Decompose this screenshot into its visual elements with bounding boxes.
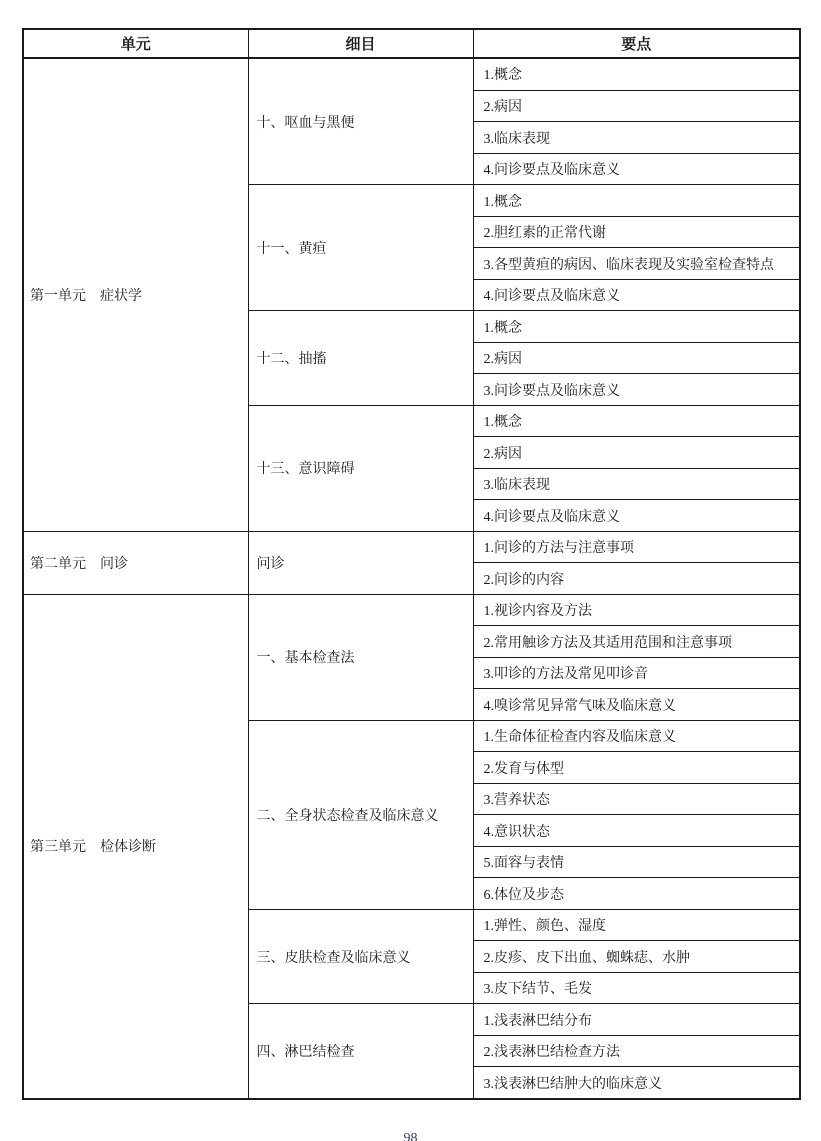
point-cell: 1.概念 xyxy=(473,311,800,343)
point-cell: 2.病因 xyxy=(473,342,800,374)
point-cell: 4.问诊要点及临床意义 xyxy=(473,153,800,185)
point-cell: 1.浅表淋巴结分布 xyxy=(473,1004,800,1036)
point-cell: 4.问诊要点及临床意义 xyxy=(473,279,800,311)
item-cell: 十一、黄疸 xyxy=(248,185,473,311)
item-cell: 十二、抽搐 xyxy=(248,311,473,406)
point-cell: 2.病因 xyxy=(473,437,800,469)
point-cell: 4.问诊要点及临床意义 xyxy=(473,500,800,532)
table-header-row xyxy=(23,29,800,58)
unit-cell: 第一单元 症状学 xyxy=(23,58,248,531)
unit-cell: 第三单元 检体诊断 xyxy=(23,594,248,1099)
point-cell: 1.概念 xyxy=(473,185,800,217)
point-cell: 4.意识状态 xyxy=(473,815,800,847)
table-row xyxy=(23,594,800,626)
point-cell: 6.体位及步态 xyxy=(473,878,800,910)
table-row xyxy=(23,531,800,563)
point-cell: 3.临床表现 xyxy=(473,122,800,154)
item-cell: 二、全身状态检查及临床意义 xyxy=(248,720,473,909)
column-header-unit: 单元 xyxy=(23,29,248,58)
point-cell: 1.概念 xyxy=(473,58,800,90)
point-cell: 3.各型黄疸的病因、临床表现及实验室检查特点 xyxy=(473,248,800,280)
point-cell: 3.浅表淋巴结肿大的临床意义 xyxy=(473,1067,800,1099)
point-cell: 2.浅表淋巴结检查方法 xyxy=(473,1035,800,1067)
item-cell: 十三、意识障碍 xyxy=(248,405,473,531)
point-cell: 2.胆红素的正常代谢 xyxy=(473,216,800,248)
point-cell: 3.叩诊的方法及常见叩诊音 xyxy=(473,657,800,689)
point-cell: 1.问诊的方法与注意事项 xyxy=(473,531,800,563)
item-cell: 一、基本检查法 xyxy=(248,594,473,720)
point-cell: 4.嗅诊常见异常气味及临床意义 xyxy=(473,689,800,721)
point-cell: 2.发育与体型 xyxy=(473,752,800,784)
point-cell: 1.生命体征检查内容及临床意义 xyxy=(473,720,800,752)
column-header-points: 要点 xyxy=(473,29,800,58)
point-cell: 2.病因 xyxy=(473,90,800,122)
point-cell: 2.皮疹、皮下出血、蜘蛛痣、水肿 xyxy=(473,941,800,973)
item-cell: 十、呕血与黑便 xyxy=(248,58,473,185)
item-cell: 四、淋巴结检查 xyxy=(248,1004,473,1099)
point-cell: 3.皮下结节、毛发 xyxy=(473,972,800,1004)
point-cell: 1.概念 xyxy=(473,405,800,437)
syllabus-table xyxy=(22,28,801,1100)
point-cell: 2.常用触诊方法及其适用范围和注意事项 xyxy=(473,626,800,658)
column-header-item: 细目 xyxy=(248,29,473,58)
point-cell: 1.弹性、颜色、湿度 xyxy=(473,909,800,941)
point-cell: 1.视诊内容及方法 xyxy=(473,594,800,626)
table-row xyxy=(23,58,800,90)
point-cell: 3.临床表现 xyxy=(473,468,800,500)
page-number: 98 xyxy=(403,1131,418,1141)
item-cell: 问诊 xyxy=(248,531,473,594)
point-cell: 2.问诊的内容 xyxy=(473,563,800,595)
point-cell: 3.营养状态 xyxy=(473,783,800,815)
item-cell: 三、皮肤检查及临床意义 xyxy=(248,909,473,1004)
unit-cell: 第二单元 问诊 xyxy=(23,531,248,594)
point-cell: 5.面容与表情 xyxy=(473,846,800,878)
point-cell: 3.问诊要点及临床意义 xyxy=(473,374,800,406)
